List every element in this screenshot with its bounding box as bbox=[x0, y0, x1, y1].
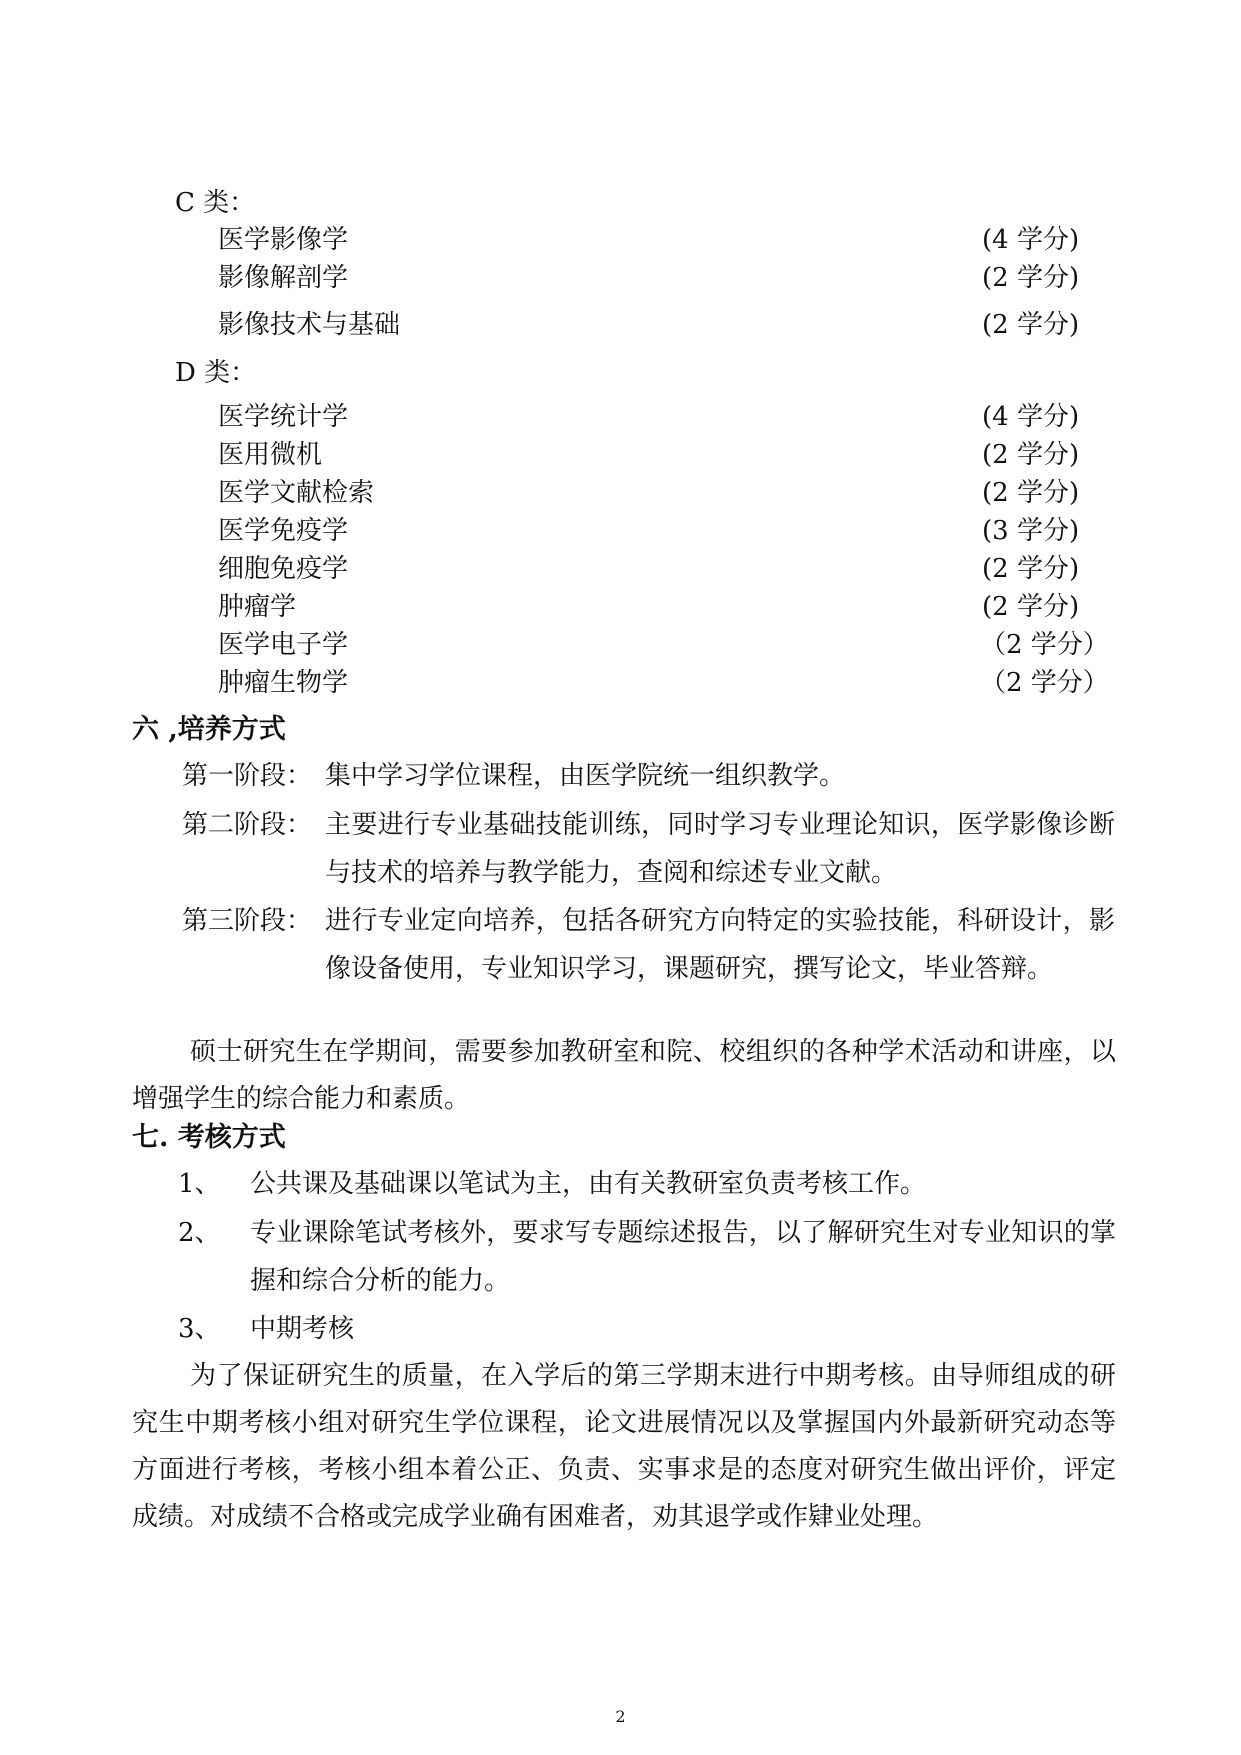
item-1-text: 公共课及基础课以笔试为主，由有关教研室负责考核工作。 bbox=[250, 1169, 927, 1199]
stage-2-text: 主要进行专业基础技能训练，同时学习专业理论知识，医学影像诊断与技术的培养与教学能力，查阅和综述专业文献。 bbox=[325, 810, 1115, 888]
item-3-text: 中期考核 bbox=[250, 1314, 355, 1344]
course-name: 影像技术与基础 bbox=[218, 310, 401, 340]
course-name: 医学电子学 bbox=[218, 630, 349, 660]
section-6-heading: 六 ,培养方式 bbox=[132, 714, 286, 745]
item-1-number: 1、 bbox=[178, 1169, 221, 1199]
stage-1-text: 集中学习学位课程，由医学院统一组织教学。 bbox=[325, 761, 846, 791]
course-credit: (2 学分) bbox=[982, 440, 1080, 470]
course-name: 医学免疫学 bbox=[218, 516, 349, 546]
course-name: 医学统计学 bbox=[218, 402, 349, 432]
course-credit: (4 学分) bbox=[982, 225, 1080, 255]
item-3-number: 3、 bbox=[178, 1314, 221, 1344]
stage-3-text: 进行专业定向培养，包括各研究方向特定的实验技能，科研设计，影像设备使用，专业知识学习，课题研究，撰写论文，毕业答辩。 bbox=[325, 906, 1115, 984]
section-7-heading: 七. 考核方式 bbox=[132, 1122, 286, 1153]
item-2-text: 专业课除笔试考核外，要求写专题综述报告，以了解研究生对专业知识的掌握和综合分析的能力。 bbox=[250, 1218, 1116, 1296]
stage-1-label: 第一阶段： bbox=[182, 761, 313, 791]
course-credit: (2 学分) bbox=[982, 592, 1080, 622]
section-7-paragraph: 为了保证研究生的质量，在入学后的第三学期末进行中期考核。由导师组成的研究生中期考核小组对研究生学位课程，论文进展情况以及掌握国内外最新研究动态等方面进行考核，考核小组本着公正、负责、实事求是的态度对研究生做出评价，评定成绩。对成绩不合格或完成学业确有困难者，劝其退学或作肄业处理。 bbox=[132, 1361, 1116, 1532]
course-name: 医用微机 bbox=[218, 440, 323, 470]
course-credit: （2 学分） bbox=[980, 630, 1109, 660]
stage-2-label: 第二阶段： bbox=[182, 810, 313, 840]
category-c-label: C 类： bbox=[175, 188, 256, 218]
course-name: 肿瘤学 bbox=[218, 592, 297, 622]
course-credit: (2 学分) bbox=[982, 478, 1080, 508]
page-number: 2 bbox=[615, 1707, 626, 1726]
course-credit: (4 学分) bbox=[982, 402, 1080, 432]
course-name: 医学文献检索 bbox=[218, 478, 375, 508]
course-credit: (3 学分) bbox=[982, 516, 1080, 546]
course-credit: (2 学分) bbox=[982, 263, 1080, 293]
stage-3-label: 第三阶段： bbox=[182, 906, 313, 936]
item-2-number: 2、 bbox=[178, 1218, 221, 1248]
course-name: 影像解剖学 bbox=[218, 263, 349, 293]
course-credit: （2 学分） bbox=[980, 668, 1109, 698]
course-credit: (2 学分) bbox=[982, 554, 1080, 584]
course-name: 细胞免疫学 bbox=[218, 554, 349, 584]
course-credit: (2 学分) bbox=[982, 310, 1080, 340]
course-name: 医学影像学 bbox=[218, 225, 349, 255]
category-d-label: D 类： bbox=[175, 358, 257, 388]
section-6-paragraph: 硕士研究生在学期间，需要参加教研室和院、校组织的各种学术活动和讲座，以增强学生的综合能力和素质。 bbox=[132, 1037, 1116, 1114]
course-name: 肿瘤生物学 bbox=[218, 668, 349, 698]
